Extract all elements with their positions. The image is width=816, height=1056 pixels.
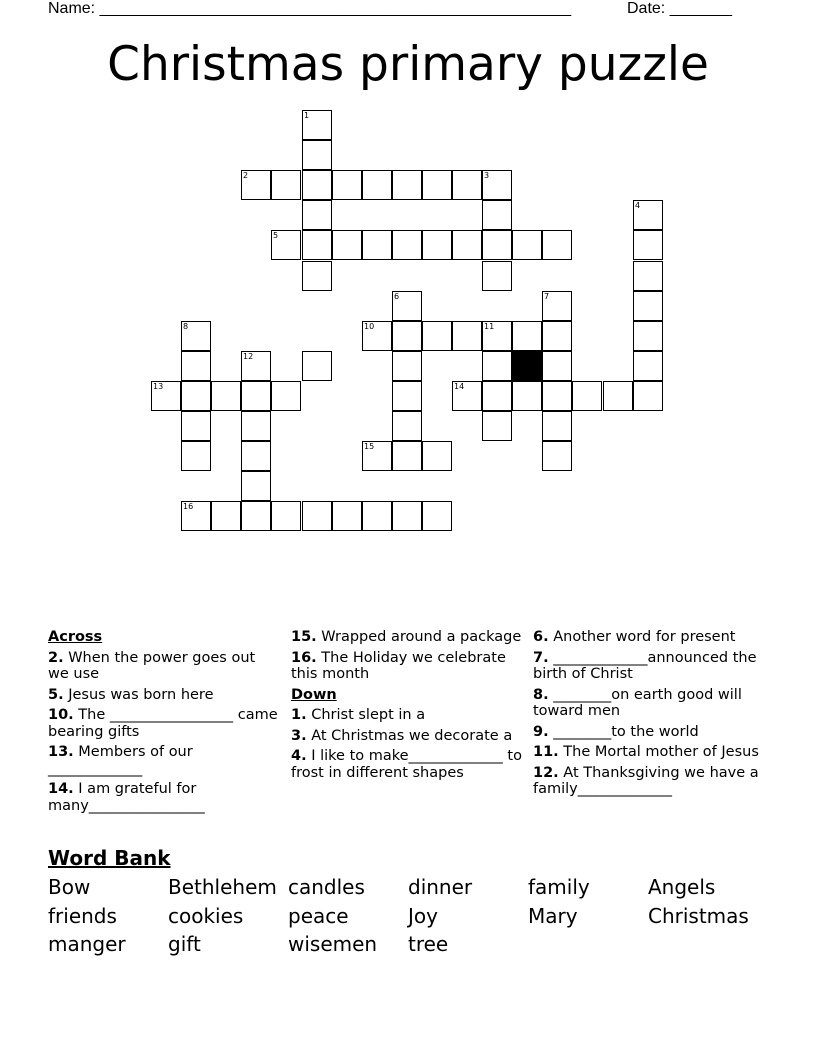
crossword-cell[interactable]: [302, 501, 332, 531]
word-bank-word: Christmas: [648, 903, 749, 928]
word-bank-word: Bow: [48, 875, 91, 899]
word-bank-word: tree: [408, 932, 449, 956]
crossword-cell[interactable]: [241, 501, 271, 531]
clue-number: 4.: [291, 748, 307, 764]
word-bank-word: peace: [288, 903, 349, 928]
clue-number: 13.: [48, 744, 74, 760]
cell-number: 15: [364, 442, 375, 451]
clue-number: 10.: [48, 707, 74, 723]
word-bank-word: cookies: [168, 903, 244, 928]
clues-column-1: [48, 629, 278, 818]
crossword-cell[interactable]: [452, 381, 482, 411]
crossword-cell[interactable]: [362, 501, 392, 531]
clue-number: 7.: [533, 649, 549, 666]
clue-item: 4. I like to make_____________ to frost in different shapes: [291, 748, 522, 781]
crossword-cell[interactable]: [362, 321, 392, 351]
crossword-cell[interactable]: [482, 321, 512, 351]
crossword-cell[interactable]: [392, 441, 422, 471]
crossword-cell[interactable]: [482, 411, 512, 441]
crossword-cell[interactable]: [482, 381, 512, 411]
crossword-cell[interactable]: [211, 381, 241, 411]
word-bank-word: family: [528, 875, 590, 899]
word-bank-word: Mary: [528, 903, 578, 928]
clue-number: 1.: [291, 707, 307, 723]
crossword-cell[interactable]: [181, 411, 211, 441]
crossword-cell[interactable]: [452, 321, 482, 351]
crossword-cell[interactable]: [181, 351, 211, 381]
cell-number: 6: [394, 292, 400, 301]
crossword-cell[interactable]: [422, 321, 452, 351]
across-heading: Across: [48, 629, 103, 645]
crossword-cell[interactable]: [512, 321, 542, 351]
clue-number: 5.: [48, 686, 64, 703]
crossword-cell[interactable]: [512, 230, 542, 260]
word-bank-word: dinner: [408, 875, 473, 899]
word-bank-word: friends: [48, 903, 117, 928]
crossword-cell[interactable]: [392, 291, 422, 321]
clue-number: 15.: [291, 629, 317, 645]
crossword-cell[interactable]: [241, 381, 271, 411]
clue-number: 12.: [533, 764, 559, 781]
cell-number: 12: [243, 352, 254, 361]
crossword-cell[interactable]: [392, 411, 422, 441]
crossword-cell[interactable]: [302, 200, 332, 230]
crossword-cell[interactable]: [542, 351, 572, 381]
crossword-cell[interactable]: [302, 110, 332, 140]
clue-item: 12. At Thanksgiving we have a family_____________: [533, 764, 759, 797]
crossword-cell[interactable]: [542, 441, 572, 471]
crossword-cell[interactable]: [572, 381, 602, 411]
crossword-cell[interactable]: [302, 261, 332, 291]
word-bank-word: manger: [48, 932, 126, 956]
clue-item: 3. At Christmas we decorate a: [291, 727, 513, 744]
clue-number: 9.: [533, 723, 549, 740]
crossword-cell[interactable]: [302, 230, 332, 260]
crossword-cell[interactable]: [482, 351, 512, 381]
cell-number: 8: [183, 322, 189, 331]
crossword-cell[interactable]: [392, 351, 422, 381]
crossword-cell[interactable]: [241, 471, 271, 501]
down-heading: Down: [291, 686, 337, 703]
cell-number: 1: [304, 111, 310, 120]
cell-number: 7: [544, 292, 550, 301]
crossword-cell[interactable]: [181, 381, 211, 411]
crossword-cell[interactable]: [362, 230, 392, 260]
crossword-cell[interactable]: [241, 411, 271, 441]
crossword-cell[interactable]: [633, 200, 663, 230]
crossword-cell[interactable]: [633, 381, 663, 411]
crossword-cell[interactable]: [151, 381, 181, 411]
clue-item: 10. The _________________ came bearing gifts: [48, 707, 278, 740]
crossword-cell[interactable]: [542, 321, 572, 351]
crossword-cell[interactable]: [422, 501, 452, 531]
crossword-cell[interactable]: [542, 381, 572, 411]
crossword-cell[interactable]: [392, 321, 422, 351]
crossword-cell[interactable]: [482, 230, 512, 260]
clue-item: 14. I am grateful for many________________: [48, 781, 205, 814]
crossword-cell[interactable]: [302, 140, 332, 170]
clue-item: 6. Another word for present: [533, 629, 736, 645]
clue-number: 8.: [533, 686, 549, 703]
word-bank-title: Word Bank: [48, 846, 171, 870]
clues-column-2: [291, 629, 527, 785]
word-bank-word: Angels: [648, 875, 716, 899]
cell-number: 10: [364, 322, 375, 331]
cell-number: 16: [183, 502, 194, 511]
cell-number: 5: [273, 231, 279, 240]
crossword-cell[interactable]: [241, 441, 271, 471]
cell-number: 3: [484, 171, 490, 180]
crossword-cell[interactable]: [241, 170, 271, 200]
crossword-cell[interactable]: [241, 351, 271, 381]
crossword-cell[interactable]: [452, 230, 482, 260]
crossword-cell[interactable]: [603, 381, 633, 411]
clue-number: 2.: [48, 649, 64, 666]
crossword-black-cell: [512, 351, 542, 381]
clue-item: 1. Christ slept in a: [291, 707, 426, 723]
cell-number: 11: [484, 322, 495, 331]
clue-item: 7. _____________announced the birth of Christ: [533, 649, 757, 682]
word-bank-word: candles: [288, 875, 365, 899]
crossword-cell[interactable]: [542, 230, 572, 260]
crossword-cell[interactable]: [633, 351, 663, 381]
clue-item: 2. When the power goes out we use: [48, 649, 256, 682]
crossword-cell[interactable]: [302, 170, 332, 200]
crossword-cell[interactable]: [181, 321, 211, 351]
clue-item: 9. ________to the world: [533, 723, 699, 740]
clue-item: 5. Jesus was born here: [48, 686, 214, 703]
clue-number: 6.: [533, 629, 549, 645]
word-bank-word: gift: [168, 932, 201, 956]
crossword-cell[interactable]: [633, 230, 663, 260]
word-bank-word: Joy: [408, 903, 438, 928]
cell-number: 4: [635, 201, 641, 210]
crossword-cell[interactable]: [392, 230, 422, 260]
crossword-cell[interactable]: [362, 170, 392, 200]
clue-item: 8. ________on earth good will toward men: [533, 686, 742, 719]
crossword-cell[interactable]: [271, 381, 301, 411]
clue-number: 16.: [291, 649, 317, 666]
crossword-cell[interactable]: [181, 501, 211, 531]
page-title: Christmas primary puzzle: [107, 37, 709, 92]
crossword-cell[interactable]: [332, 230, 362, 260]
cell-number: 14: [454, 382, 465, 391]
name-field-label: Name: _____________________________________________________: [48, 0, 572, 17]
cell-number: 2: [243, 171, 249, 180]
crossword-cell[interactable]: [482, 200, 512, 230]
crossword-cell[interactable]: [271, 230, 301, 260]
crossword-cell[interactable]: [181, 441, 211, 471]
crossword-cell[interactable]: [211, 501, 241, 531]
crossword-cell[interactable]: [271, 501, 301, 531]
crossword-cell[interactable]: [362, 441, 392, 471]
crossword-cell[interactable]: [633, 261, 663, 291]
clues-column-3: [533, 629, 763, 802]
word-bank-word: wisemen: [288, 932, 378, 956]
clue-item: 15. Wrapped around a package: [291, 629, 522, 645]
clue-number: 14.: [48, 781, 74, 797]
crossword-cell[interactable]: [392, 501, 422, 531]
crossword-cell[interactable]: [482, 170, 512, 200]
clue-item: 11. The Mortal mother of Jesus: [533, 744, 759, 760]
crossword-cell[interactable]: [452, 170, 482, 200]
crossword-cell[interactable]: [332, 170, 362, 200]
word-bank-word: Bethlehem: [168, 875, 277, 899]
crossword-cell[interactable]: [302, 351, 332, 381]
cell-number: 13: [153, 382, 164, 391]
crossword-cell[interactable]: [633, 321, 663, 351]
crossword-cell[interactable]: [422, 230, 452, 260]
crossword-cell[interactable]: [332, 501, 362, 531]
clue-item: 13. Members of our _____________: [48, 744, 193, 777]
clue-item: 16. The Holiday we celebrate this month: [291, 649, 506, 682]
crossword-cell[interactable]: [512, 381, 542, 411]
clue-number: 11.: [533, 744, 559, 760]
crossword-cell[interactable]: [271, 170, 301, 200]
crossword-cell[interactable]: [542, 411, 572, 441]
date-field-label: Date: _______: [627, 0, 732, 17]
clue-number: 3.: [291, 727, 307, 744]
crossword-cell[interactable]: [542, 291, 572, 321]
crossword-cell[interactable]: [392, 381, 422, 411]
crossword-cell[interactable]: [482, 261, 512, 291]
crossword-cell[interactable]: [392, 170, 422, 200]
crossword-cell[interactable]: [422, 441, 452, 471]
crossword-cell[interactable]: [422, 170, 452, 200]
crossword-cell[interactable]: [633, 291, 663, 321]
